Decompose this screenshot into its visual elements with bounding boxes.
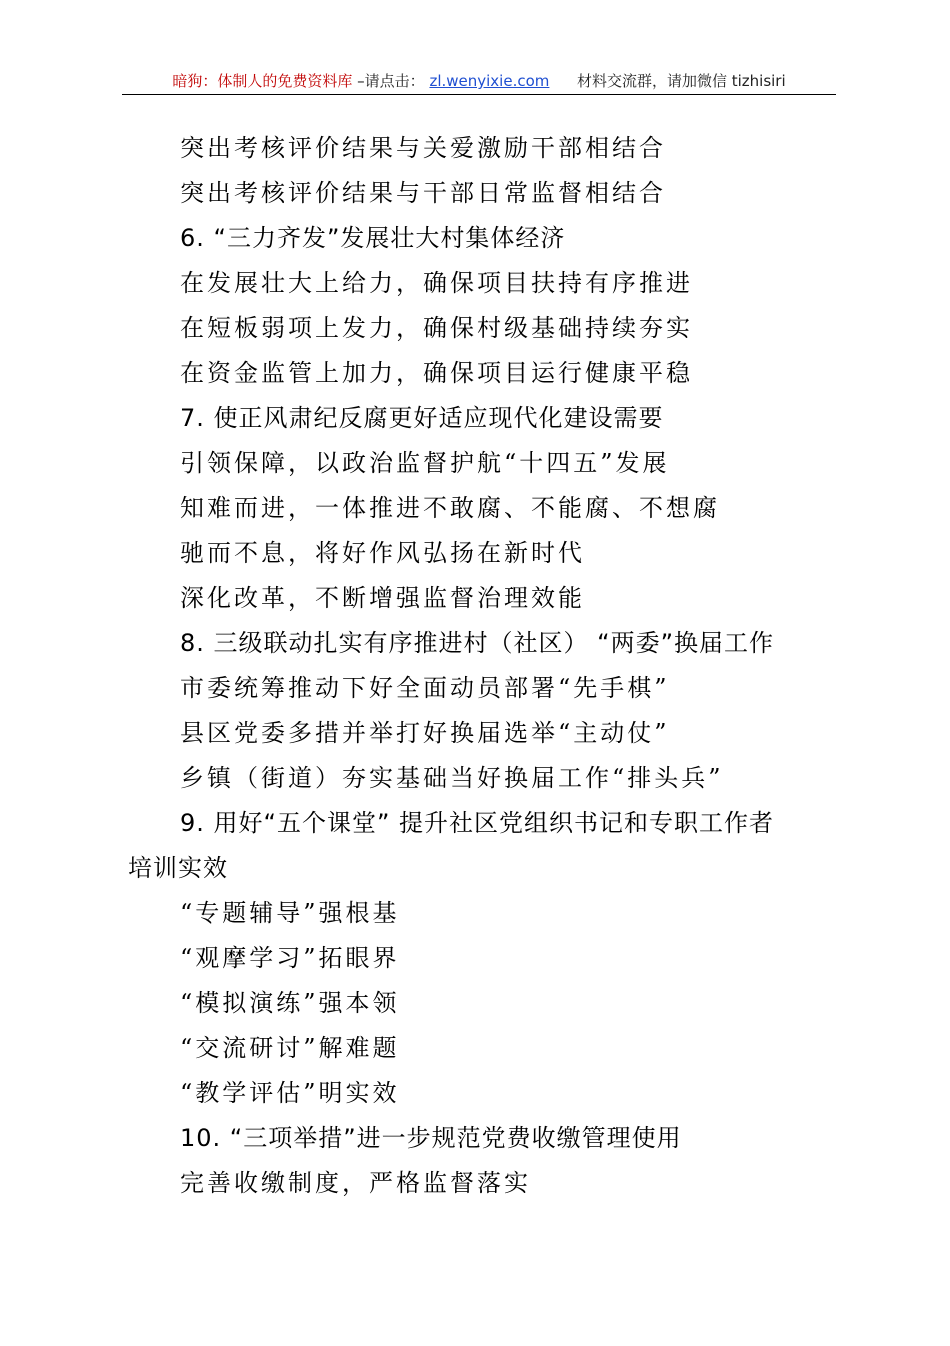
- body-line: 市委统筹推动下好全面动员部署“先手棋”: [180, 674, 670, 702]
- body-line: 在发展壮大上给力，确保项目扶持有序推进: [180, 269, 693, 297]
- body-line: 驰而不息，将好作风弘扬在新时代: [180, 539, 585, 567]
- page-header: [122, 70, 836, 95]
- section-heading-continuation: 培训实效: [128, 854, 228, 882]
- body-line: 县区党委多措并举打好换届选举“主动仗”: [180, 719, 670, 747]
- section-heading: 8. 三级联动扎实有序推进村（社区） “两委”换届工作: [180, 629, 775, 657]
- body-line: “交流研讨”解难题: [180, 1034, 400, 1062]
- body-line: “专题辅导”强根基: [180, 899, 400, 927]
- body-line: 深化改革，不断增强监督治理效能: [180, 584, 585, 612]
- section-heading: 9. 用好“五个课堂” 提升社区党组织书记和专职工作者: [180, 809, 775, 837]
- body-line: 引领保障，以政治监督护航“十四五”发展: [180, 449, 670, 477]
- body-line: “观摩学习”拓眼界: [180, 944, 400, 972]
- header-contact: 材料交流群，请加微信 tizhisiri: [576, 72, 786, 90]
- body-line: 突出考核评价结果与干部日常监督相结合: [180, 179, 666, 207]
- body-line: “教学评估”明实效: [180, 1079, 400, 1107]
- header-prompt: –请点击：: [357, 72, 425, 90]
- section-heading: 10. “三项举措”进一步规范党费收缴管理使用: [180, 1124, 682, 1152]
- body-line: “模拟演练”强本领: [180, 989, 400, 1017]
- body-line: 在资金监管上加力，确保项目运行健康平稳: [180, 359, 693, 387]
- section-heading: 6. “三力齐发”发展壮大村集体经济: [180, 224, 566, 252]
- body-line: 在短板弱项上发力，确保村级基础持续夯实: [180, 314, 693, 342]
- body-line: 突出考核评价结果与关爱激励干部相结合: [180, 134, 666, 162]
- body-line: 知难而进，一体推进不敢腐、不能腐、不想腐: [180, 494, 720, 522]
- body-line: 完善收缴制度，严格监督落实: [180, 1169, 531, 1197]
- section-heading: 7. 使正风肃纪反腐更好适应现代化建设需要: [180, 404, 664, 432]
- body-line: 乡镇（街道）夯实基础当好换届工作“排头兵”: [180, 764, 724, 792]
- header-link[interactable]: zl.wenyixie.com: [429, 72, 550, 90]
- header-site-name: 暗狗：体制人的免费资料库: [172, 72, 353, 90]
